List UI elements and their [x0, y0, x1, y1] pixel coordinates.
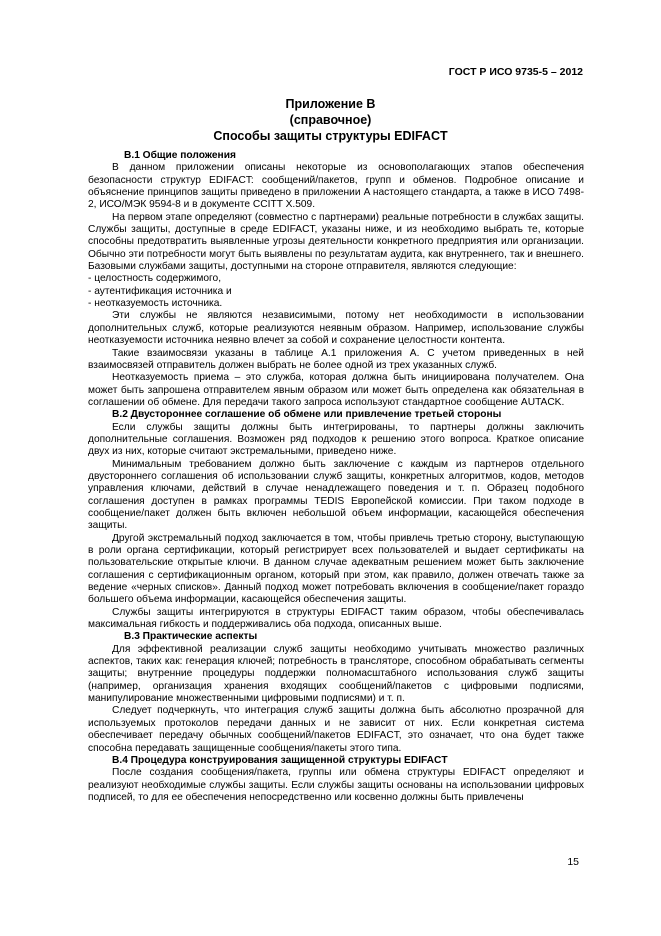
section-heading-b2: B.2 Двустороннее соглашение об обмене или привлечение третьей стороны — [112, 409, 502, 421]
paragraph: Если службы защиты должны быть интегрированы, то партнеры должны заключить дополнительные соглашения. Возможен ряд подходов к решению этого вопроса. Краткое описание двух из них, которые считают экстремальными, приведено ниже. — [88, 421, 584, 458]
paragraph: Для эффективной реализации служб защиты необходимо учитывать множество различных аспектов, таких как: генерация ключей; потребность в трансляторе, способном обрабатывать сегменты защиты; внутренние процедуры поддержки полномасштабного использования служб защиты (например, организация хранения входящих сообщений/пакетов с цифровыми подписями, манипулирование множественными цифровыми подписями) и т. п. — [88, 643, 584, 705]
paragraph: Минимальным требованием должно быть заключение с каждым из партнеров отдельного двустороннего соглашения об использовании служб защиты, конкретных алгоритмов, кодов, методов управления ключами, действий в случае ненадлежащего поведения и т. п. Образец подобного соглашения доступен в рамках программы TEDIS Европейской комиссии. При таком подходе в сообщение/пакет должен быть включен небольшой объем информации, касающейся обеспечения защиты. — [88, 458, 584, 532]
paragraph: Следует подчеркнуть, что интеграция служб защиты должна быть абсолютно прозрачной для используемых протоколов передачи данных и не зависит от них. Если конкретная система обеспечивает передачу обычных сообщений/пакетов EDIFACT, это означает, что она будет также способна передавать защищенные сообщения/пакеты этого типа. — [88, 705, 584, 754]
appendix-titles — [0, 96, 661, 144]
page-number: 15 — [567, 856, 579, 868]
paragraph: На первом этапе определяют (совместно с партнерами) реальные потребности в службах защиты. Службы защиты, доступные в среде EDIFACT, указаны ниже, и из необходимо выбрать те, которые способны предотвратить выявленные угрозы деятельности конкретного предприятия или организации. Обычно эти потребности могут быть выявлены по результатам аудита, как внутреннего, так и внешнего. Базовыми службами защиты, доступными на стороне отправителя, являются следующие: — [88, 211, 584, 273]
paragraph: После создания сообщения/пакета, группы или обмена структуры EDIFACT определяют и реализуют необходимые службы защиты. Если службы защиты основаны на использовании цифровых подписей, то для ее обеспечения непосредственно или косвенно должны быть привлечены — [88, 767, 584, 803]
list-item: - аутентификация источника и — [88, 285, 232, 297]
paragraph: В данном приложении описаны некоторые из основополагающих этапов обеспечения безопасности структур EDIFACT: сообщений/пакетов, групп и обменов. Подробное описание и объяснение принципов защиты приведено в приложении A настоящего стандарта, а также в ИСО 7498-2, ИСО/МЭК 9594-8 и в документе CCITT X.509. — [88, 162, 584, 211]
document-id: ГОСТ Р ИСО 9735-5 – 2012 — [448, 66, 583, 78]
paragraph: Такие взаимосвязи указаны в таблице A.1 приложения A. С учетом приведенных в ней взаимосвязей отправитель должен выбрать не более одной из трех указанных служб. — [88, 347, 584, 371]
document-body — [88, 150, 584, 804]
appendix-title: Приложение B — [285, 97, 376, 111]
appendix-subtitle: Способы защиты структуры EDIFACT — [213, 129, 448, 143]
list-item: - целостность содержимого, — [88, 273, 222, 285]
paragraph: Другой экстремальный подход заключается в том, чтобы привлечь третью сторону, выступающую в роли органа сертификации, который регистрирует всех пользователей и выдает сертификаты на пользовательские открытые ключи. В данном случае адекватным решением может быть заключение соглашения с сертификационным органом, который при этом, как правило, должен отвечать также за ведение «черных списков». Данный подход может потребовать включения в сообщение/пакет гораздо большего объема информации, касающейся обеспечения защиты. — [88, 532, 584, 606]
paragraph: Неотказуемость приема – это служба, которая должна быть инициирована получателем. Она может быть запрошена отправителем явным образом или может быть определена как обязательная в соглашении об обмене. Для передачи такого запроса используют стандартное сообщение AUTACK. — [88, 372, 584, 408]
section-heading-b3: B.3 Практические аспекты — [124, 631, 258, 643]
appendix-type: (справочное) — [289, 113, 372, 127]
paragraph: Службы защиты интегрируются в структуры EDIFACT таким образом, чтобы обеспечивалась максимальная гибкость и поддерживались оба подхода, описанных выше. — [88, 606, 584, 631]
list-item: - неотказуемость источника. — [88, 298, 223, 310]
section-heading-b4: B.4 Процедура конструирования защищенной структуры EDIFACT — [112, 754, 448, 766]
section-heading-b1: B.1 Общие положения — [124, 150, 236, 161]
paragraph: Эти службы не являются независимыми, потому нет необходимости в использовании дополнительных служб, которые реализуются неявным образом. Например, использование службы неотказуемости источника неявно влечет за собой и сохранение целостности контента. — [88, 310, 584, 347]
